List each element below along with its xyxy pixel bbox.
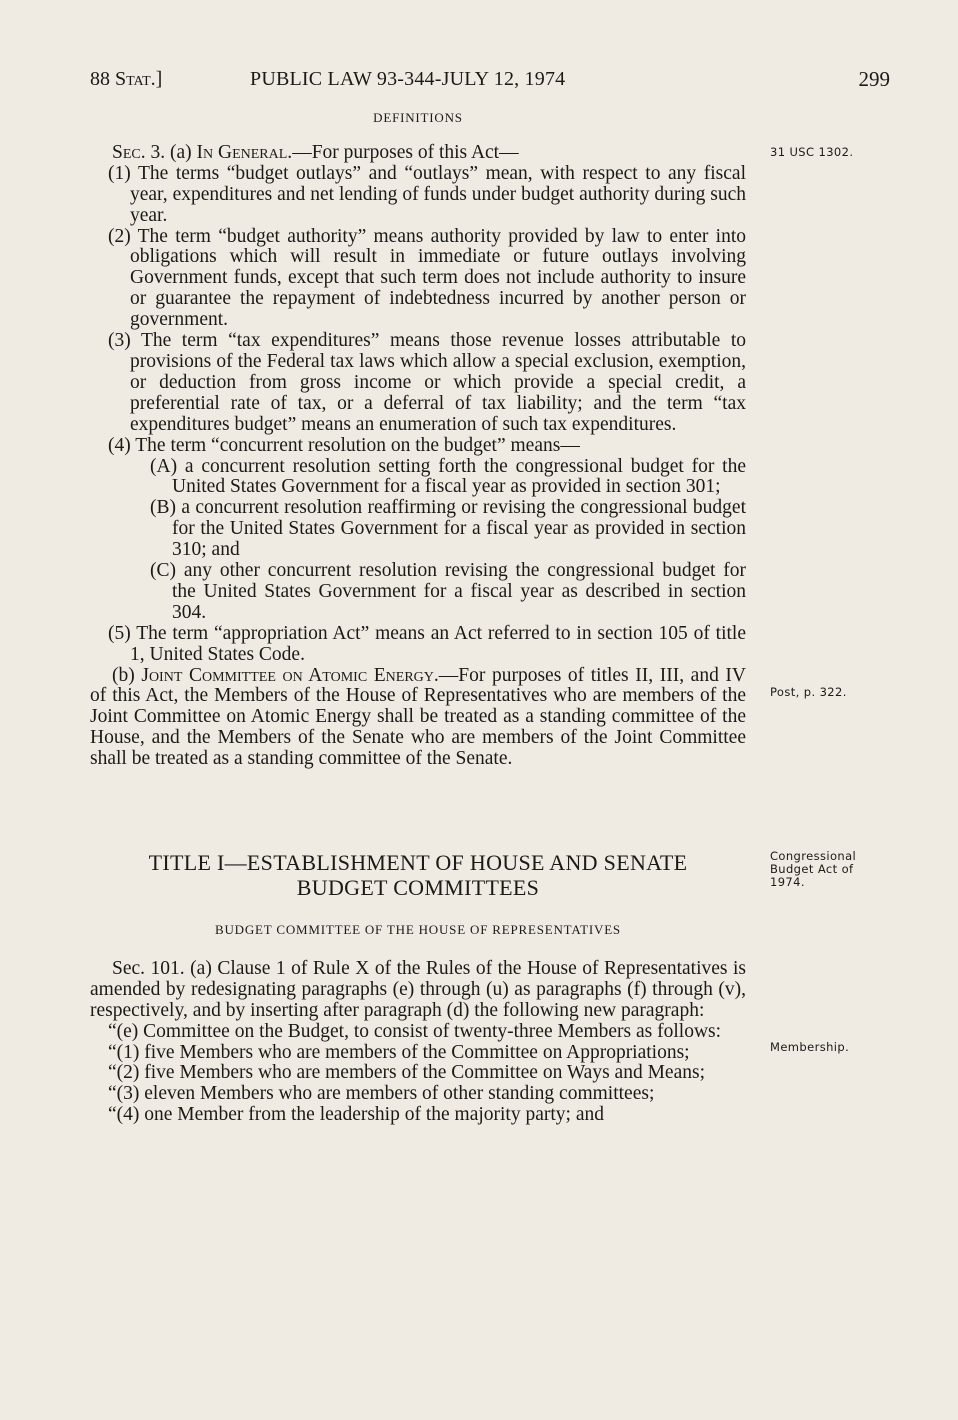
margin-note-post: Post, p. 322.: [770, 685, 847, 699]
sec3-para-3: (3) The term “tax expenditures” means those revenue losses attributable to provisions of the Federal tax laws which allow a special exclusion, exemption, or deduction from gross income or which provide a special credit, a preferential rate of tax, or a deferral of tax liability; and the term “tax expenditures budget” means an enumeration of such tax expenditures.: [108, 330, 746, 435]
sec101-para-e4: “(4) one Member from the leadership of the majority party; and: [108, 1104, 604, 1126]
sec101-subsection-a: Sec. 101. (a) Clause 1 of Rule X of the Rules of the House of Representatives is amended by redesignating paragraphs (e) through (u) as paragraphs (f) through (v), respectively, and by inserting after paragraph (d) the following new paragraph:: [90, 957, 746, 1021]
title-1-line-2: BUDGET COMMITTEES: [296, 875, 540, 900]
sec101-para-e2: “(2) five Members who are members of the Committee on Ways and Means;: [108, 1062, 705, 1084]
stat-reference: 88 Stat.]: [90, 68, 163, 90]
sec3-para-2: (2) The term “budget authority” means authority provided by law to enter into obligations which will result in immediate or future outlays involving Government funds, except that such term does not include authority to insure or guarantee the repayment of indebtedness incurred by another person or government.: [108, 225, 746, 331]
public-law-title: PUBLIC LAW 93-344-JULY 12, 1974: [250, 68, 566, 90]
margin-note-membership: Membership.: [770, 1040, 850, 1054]
sec3-para-1: (1) The terms “budget outlays” and “outlays” mean, with respect to any fiscal year, expenditures and net lending of funds under budget authority during such year.: [108, 162, 746, 226]
margin-note-usc: 31 USC 1302.: [770, 145, 854, 159]
title-1-heading: [90, 850, 746, 900]
sec101-para-e3: “(3) eleven Members who are members of other standing committees;: [108, 1083, 655, 1105]
sec3-para-4C: (C) any other concurrent resolution revising the congressional budget for the United States Government for a fiscal year as described in section 304.: [150, 560, 746, 623]
definitions-heading: DEFINITIONS: [373, 110, 463, 125]
section-3: [90, 108, 746, 770]
sec101-para-e: “(e) Committee on the Budget, to consist of twenty-three Members as follows:: [108, 1020, 722, 1042]
sec101-para-e1: “(1) five Members who are members of the Committee on Appropriations;: [108, 1041, 690, 1063]
sec3-intro: Sec. 3. (a) In General.—For purposes of this Act—: [112, 141, 519, 163]
budget-committee-heading: BUDGET COMMITTEE OF THE HOUSE OF REPRESENTATIVES: [215, 922, 621, 937]
sec3-para-5: (5) The term “appropriation Act” means an Act referred to in section 105 of title 1, United States Code.: [108, 622, 746, 665]
sec3-subsection-b: (b) Joint Committee on Atomic Energy.—For purposes of titles II, III, and IV of this Act, the Members of the House of Representatives who are members of the Joint Committee on Atomic Energy shall be treated as a standing committee of the House, and the Members of the Senate who are members of the Joint Committee shall be treated as a standing committee of the Senate.: [90, 664, 746, 770]
section-101: [90, 920, 746, 1126]
sec3-para-4B: (B) a concurrent resolution reaffirming or revising the congressional budget for the United States Government for a fiscal year as provided in section 310; and: [150, 497, 746, 561]
sec3-para-4: (4) The term “concurrent resolution on the budget” means—: [108, 434, 580, 456]
page-number: 299: [858, 67, 890, 91]
margin-note-budget-act: Congressional Budget Act of 1974.: [770, 849, 857, 889]
sec3-para-4A: (A) a concurrent resolution setting forth the congressional budget for the United States Government for a fiscal year as provided in section 301;: [150, 455, 746, 498]
title-1-line-1: TITLE I—ESTABLISHMENT OF HOUSE AND SENATE: [148, 850, 688, 875]
